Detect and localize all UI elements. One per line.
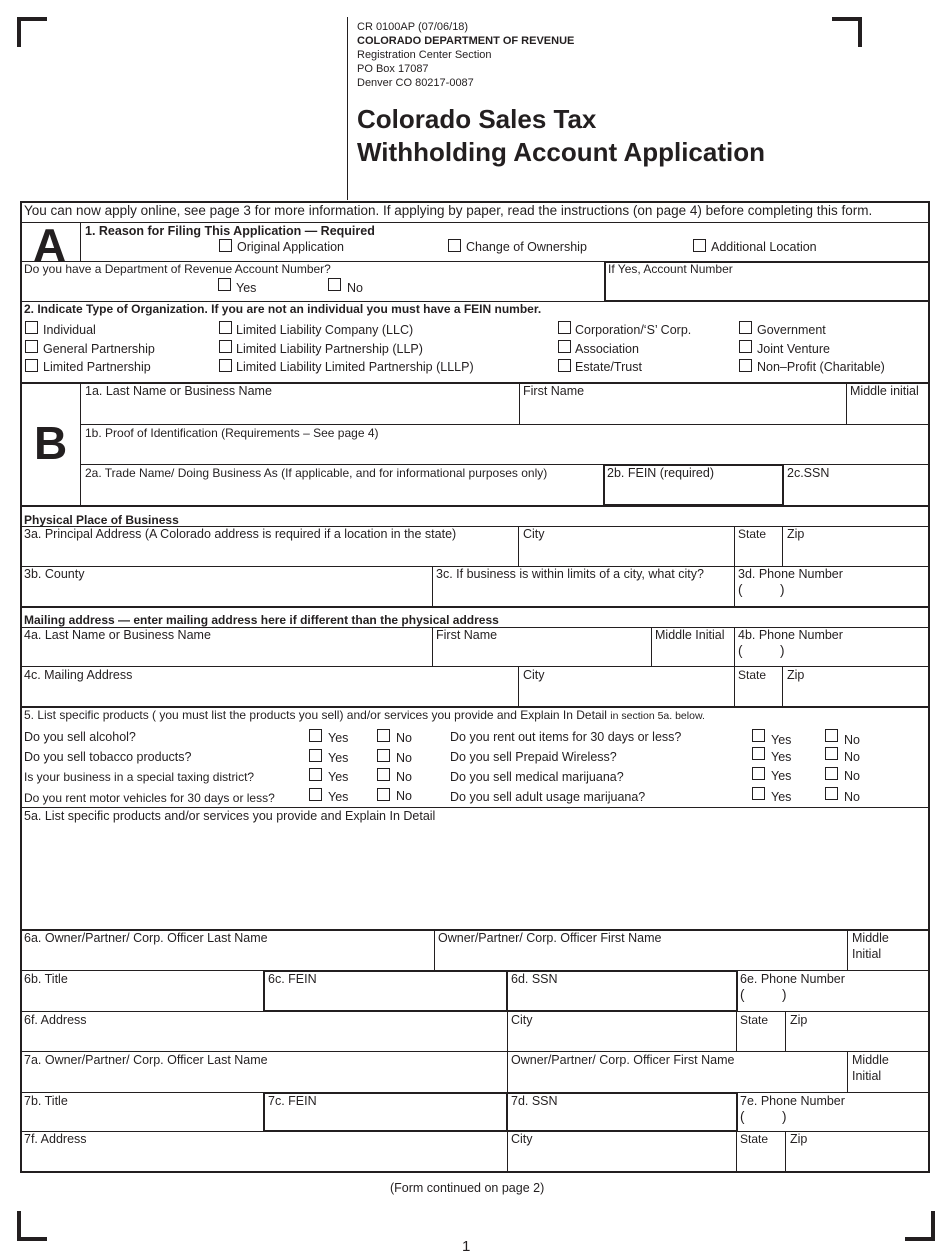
- question-motor-vehicles: Do you rent motor vehicles for 30 days or less?: [24, 791, 275, 805]
- physical-city-label: City: [523, 527, 545, 541]
- owner1-initial-label: Initial: [852, 947, 882, 961]
- mailing-state-label: State: [738, 668, 767, 682]
- field-6e-parens: ( ): [740, 987, 787, 1002]
- field-4a-label: 4a. Last Name or Business Name: [24, 628, 211, 642]
- rule: [432, 566, 433, 607]
- account-no-checkbox[interactable]: [328, 278, 341, 291]
- field-4b-label: 4b. Phone Number: [738, 628, 843, 642]
- mailing-zip-label: Zip: [787, 668, 805, 682]
- section-b-letter: B: [34, 417, 68, 469]
- change-of-ownership-label: Change of Ownership: [466, 240, 587, 254]
- government-label: Government: [757, 323, 826, 337]
- field-6d-label: 6d. SSN: [511, 972, 558, 986]
- field-7e-label: 7e. Phone Number: [740, 1094, 845, 1108]
- original-application-label: Original Application: [237, 240, 345, 254]
- physical-state-label: State: [738, 527, 767, 541]
- field-5-suffix: in section 5a. below.: [610, 710, 705, 722]
- field-5-label: [24, 708, 705, 724]
- district-yes-checkbox[interactable]: [309, 768, 322, 781]
- rule: [847, 1052, 848, 1093]
- crop-mark-bottom-left: [17, 1211, 47, 1241]
- owner1-first-name-label: Owner/Partner/ Corp. Officer First Name: [438, 931, 662, 945]
- rule: [736, 1131, 737, 1172]
- prepaid-yes-checkbox[interactable]: [752, 747, 765, 760]
- page-title: [357, 103, 765, 169]
- limited-partnership-checkbox[interactable]: [25, 359, 38, 372]
- field-3d-label: 3d. Phone Number: [738, 567, 843, 581]
- rule: [80, 424, 929, 425]
- rule: [782, 526, 783, 567]
- question-tobacco: Do you sell tobacco products?: [24, 750, 192, 764]
- adult-yes-label: Yes: [771, 790, 792, 804]
- account-yes-checkbox[interactable]: [218, 278, 231, 291]
- rent-items-no-label: No: [844, 733, 860, 747]
- field-7c-label: 7c. FEIN: [268, 1094, 317, 1108]
- rule: [847, 930, 848, 971]
- llp-label: Limited Liability Partnership (LLP): [236, 342, 423, 356]
- field-4c-label: 4c. Mailing Address: [24, 668, 133, 682]
- prepaid-no-label: No: [844, 750, 860, 764]
- rent-items-no-checkbox[interactable]: [825, 729, 838, 742]
- account-number-label: If Yes, Account Number: [608, 262, 733, 276]
- rule: [21, 666, 929, 667]
- rule: [651, 627, 652, 667]
- owner1-zip-label: Zip: [790, 1013, 808, 1027]
- vehicles-no-label: No: [396, 789, 412, 803]
- change-of-ownership-checkbox[interactable]: [448, 239, 461, 252]
- rule: [734, 627, 735, 667]
- field-6a-label: 6a. Owner/Partner/ Corp. Officer Last Name: [24, 931, 268, 945]
- non-profit-label: Non–Profit (Charitable): [757, 360, 885, 374]
- title-line-1: Colorado Sales Tax: [357, 104, 597, 134]
- question-alcohol: Do you sell alcohol?: [24, 730, 136, 744]
- lllp-checkbox[interactable]: [219, 359, 232, 372]
- individual-label: Individual: [43, 323, 96, 337]
- form-header-info: [357, 20, 574, 90]
- account-yes-label: Yes: [236, 281, 257, 295]
- llp-checkbox[interactable]: [219, 340, 232, 353]
- field-1b-label: 1b. Proof of Identification (Requirements – See page 4): [85, 426, 379, 440]
- section-name: Registration Center Section: [357, 49, 492, 61]
- adult-yes-checkbox[interactable]: [752, 787, 765, 800]
- field-2c-label: 2c.SSN: [787, 466, 830, 480]
- rule: [846, 383, 847, 425]
- rule: [507, 1052, 508, 1093]
- products-detail-area[interactable]: [21, 826, 929, 929]
- llc-label: Limited Liability Company (LLC): [236, 323, 414, 337]
- rule: [432, 627, 433, 667]
- page-number: 1: [462, 1238, 471, 1255]
- district-yes-label: Yes: [328, 770, 349, 784]
- header-divider: [347, 17, 348, 200]
- owner2-first-name-label: Owner/Partner/ Corp. Officer First Name: [511, 1053, 735, 1067]
- rule: [785, 1011, 786, 1051]
- estate-trust-label: Estate/Trust: [575, 360, 642, 374]
- corporation-checkbox[interactable]: [558, 321, 571, 334]
- form-id: CR 0100AP (07/06/18): [357, 21, 469, 33]
- additional-location-label: Additional Location: [711, 240, 817, 254]
- medical-yes-checkbox[interactable]: [752, 767, 765, 780]
- lllp-label: Limited Liability Limited Partnership (LLLP): [236, 360, 474, 374]
- alcohol-yes-label: Yes: [328, 731, 349, 745]
- rule: [519, 383, 520, 425]
- field-7f-label: 7f. Address: [24, 1132, 87, 1146]
- question-special-district: Is your business in a special taxing district?: [24, 770, 255, 784]
- field-6b-label: 6b. Title: [24, 972, 68, 986]
- rule: [507, 1131, 508, 1172]
- question-rent-items: Do you rent out items for 30 days or less?: [450, 730, 682, 744]
- field-2b-label: 2b. FEIN (required): [607, 466, 714, 480]
- account-question: Do you have a Department of Revenue Account Number?: [24, 262, 331, 276]
- field-7b-label: 7b. Title: [24, 1094, 68, 1108]
- question-medical-marijuana: Do you sell medical marijuana?: [450, 770, 624, 784]
- reason-label: 1. Reason for Filing This Application — Required: [85, 224, 375, 238]
- title-line-2: Withholding Account Application: [357, 137, 766, 167]
- field-7d-label: 7d. SSN: [511, 1094, 558, 1108]
- intro-text: You can now apply online, see page 3 for more information. If applying by paper, read the instructions (on page 4) before completing this form.: [24, 203, 873, 218]
- field-7e-parens: ( ): [740, 1109, 787, 1124]
- general-partnership-label: General Partnership: [43, 342, 155, 356]
- department-name: COLORADO DEPARTMENT OF REVENUE: [357, 35, 575, 47]
- mailing-first-name-label: First Name: [436, 628, 498, 642]
- account-no-label: No: [347, 281, 363, 295]
- general-partnership-checkbox[interactable]: [25, 340, 38, 353]
- adult-no-label: No: [844, 790, 860, 804]
- owner2-state-label: State: [740, 1132, 769, 1146]
- question-adult-marijuana: Do you sell adult usage marijuana?: [450, 790, 646, 804]
- tobacco-yes-label: Yes: [328, 751, 349, 765]
- field-4b-parens: ( ): [738, 643, 785, 658]
- medical-yes-label: Yes: [771, 769, 792, 783]
- rule: [21, 1051, 929, 1052]
- rule: [21, 807, 929, 808]
- rule: [21, 222, 929, 223]
- rule: [80, 383, 81, 506]
- owner1-middle-label: Middle: [852, 931, 889, 945]
- field-2a-label: 2a. Trade Name/ Doing Business As (If applicable, and for informational purposes only): [85, 466, 548, 480]
- org-type-label: 2. Indicate Type of Organization. If you are not an individual you must have a FEIN number.: [24, 302, 542, 316]
- medical-no-checkbox[interactable]: [825, 767, 838, 780]
- government-checkbox[interactable]: [739, 321, 752, 334]
- section-a-letter: A: [33, 219, 67, 271]
- field-6f-label: 6f. Address: [24, 1013, 87, 1027]
- owner1-city-label: City: [511, 1013, 533, 1027]
- vehicles-yes-checkbox[interactable]: [309, 788, 322, 801]
- rule: [734, 666, 735, 707]
- rent-items-yes-label: Yes: [771, 733, 792, 747]
- field-5-text: 5. List specific products ( you must list the products you sell) and/or services you provide and Explain In Detail: [24, 708, 607, 722]
- field-6c-label: 6c. FEIN: [268, 972, 317, 986]
- physical-heading: Physical Place of Business: [24, 513, 179, 527]
- physical-zip-label: Zip: [787, 527, 805, 541]
- estate-trust-checkbox[interactable]: [558, 359, 571, 372]
- alcohol-no-label: No: [396, 731, 412, 745]
- rule: [734, 566, 735, 607]
- first-name-label: First Name: [523, 384, 585, 398]
- owner2-middle-label: Middle: [852, 1053, 889, 1067]
- tobacco-yes-checkbox[interactable]: [309, 749, 322, 762]
- district-no-label: No: [396, 770, 412, 784]
- rule: [782, 666, 783, 707]
- rule: [80, 464, 929, 465]
- rule: [734, 526, 735, 567]
- association-label: Association: [575, 342, 639, 356]
- crop-mark-bottom-right: [905, 1211, 935, 1241]
- joint-venture-label: Joint Venture: [757, 342, 830, 356]
- owner2-city-label: City: [511, 1132, 533, 1146]
- crop-mark-top-left: [17, 17, 47, 47]
- original-application-checkbox[interactable]: [219, 239, 232, 252]
- adult-no-checkbox[interactable]: [825, 787, 838, 800]
- crop-mark-top-right: [832, 17, 862, 47]
- rule: [518, 526, 519, 567]
- rule: [21, 1011, 929, 1012]
- middle-initial-label: Middle initial: [850, 384, 919, 398]
- field-7a-label: 7a. Owner/Partner/ Corp. Officer Last Name: [24, 1053, 268, 1067]
- rule: [736, 1011, 737, 1051]
- field-3b-label: 3b. County: [24, 567, 85, 581]
- field-1a-label: 1a. Last Name or Business Name: [85, 384, 272, 398]
- vehicles-yes-label: Yes: [328, 790, 349, 804]
- owner1-state-label: State: [740, 1013, 769, 1027]
- llc-checkbox[interactable]: [219, 321, 232, 334]
- district-no-checkbox[interactable]: [377, 768, 390, 781]
- mailing-city-label: City: [523, 668, 545, 682]
- city-zip: Denver CO 80217-0087: [357, 77, 474, 89]
- field-5a-label: 5a. List specific products and/or services you provide and Explain In Detail: [24, 809, 436, 823]
- mailing-heading: Mailing address — enter mailing address here if different than the physical address: [24, 613, 499, 627]
- rule: [518, 666, 519, 707]
- rule: [21, 505, 929, 507]
- mailing-middle-initial-label: Middle Initial: [655, 628, 725, 642]
- rule: [507, 1011, 508, 1051]
- tobacco-no-checkbox[interactable]: [377, 749, 390, 762]
- alcohol-yes-checkbox[interactable]: [309, 729, 322, 742]
- individual-checkbox[interactable]: [25, 321, 38, 334]
- prepaid-no-checkbox[interactable]: [825, 747, 838, 760]
- rule: [21, 606, 929, 608]
- non-profit-checkbox[interactable]: [739, 359, 752, 372]
- association-checkbox[interactable]: [558, 340, 571, 353]
- additional-location-checkbox[interactable]: [693, 239, 706, 252]
- field-6e-label: 6e. Phone Number: [740, 972, 845, 986]
- rule: [785, 1131, 786, 1172]
- tobacco-no-label: No: [396, 751, 412, 765]
- joint-venture-checkbox[interactable]: [739, 340, 752, 353]
- field-3c-label: 3c. If business is within limits of a city, what city?: [436, 567, 704, 581]
- alcohol-no-checkbox[interactable]: [377, 729, 390, 742]
- owner2-zip-label: Zip: [790, 1132, 808, 1146]
- corporation-label: Corporation/‘S’ Corp.: [575, 323, 692, 337]
- prepaid-yes-label: Yes: [771, 750, 792, 764]
- field-3d-parens: ( ): [738, 582, 785, 597]
- medical-no-label: No: [844, 769, 860, 783]
- form-continued-note: (Form continued on page 2): [390, 1181, 545, 1195]
- question-prepaid-wireless: Do you sell Prepaid Wireless?: [450, 750, 617, 764]
- rule: [434, 930, 435, 971]
- rule: [80, 222, 81, 262]
- po-box: PO Box 17087: [357, 63, 429, 75]
- field-3a-label: 3a. Principal Address (A Colorado address is required if a location in the state): [24, 527, 457, 541]
- owner2-initial-label: Initial: [852, 1069, 882, 1083]
- limited-partnership-label: Limited Partnership: [43, 360, 151, 374]
- vehicles-no-checkbox[interactable]: [377, 788, 390, 801]
- rent-items-yes-checkbox[interactable]: [752, 729, 765, 742]
